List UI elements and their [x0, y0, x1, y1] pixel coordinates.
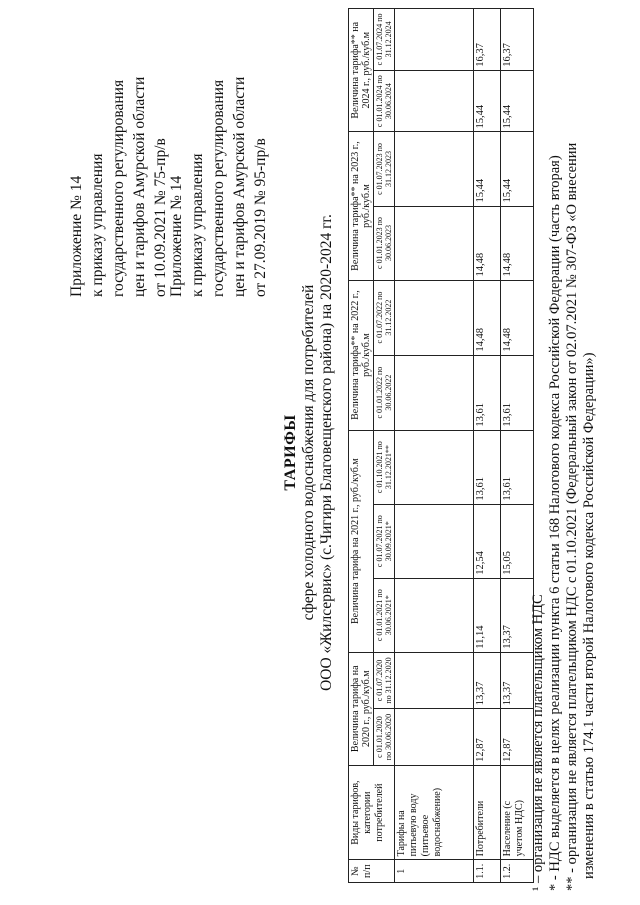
tariff-value [395, 504, 474, 578]
column-header-period: с 01.01.2023 по 30.06.2023 [374, 206, 395, 280]
column-header-year: Величина тарифа** на 2022 г., руб./куб.м [349, 280, 374, 430]
tariff-value: 13,61 [501, 430, 534, 504]
appendix-current-line: от 10.09.2021 № 75-пр/в [152, 138, 169, 297]
tariff-value [395, 70, 474, 132]
title-organization: ООО «Жилсервис» (с.Чигири Благовещенского района) на 2020-2024 гг. [318, 214, 335, 691]
tariff-value: 15,05 [501, 504, 534, 578]
footnote-vat-status: ¹ – организация не является плательщиком НДС [530, 594, 546, 891]
row-name: Потребители [474, 765, 501, 860]
column-header-period: с 01.07.2022 по 31.12.2022 [374, 280, 395, 355]
column-header-type: Виды тарифов, категории потребителей [349, 765, 395, 860]
column-header-period: с 01.01.2024 по 30.06.2024 [374, 70, 395, 132]
tariff-value: 12,54 [474, 504, 501, 578]
tariff-value: 13,37 [474, 652, 501, 709]
column-header-year: Величина тарифа на 2020 г., руб./куб.м [349, 652, 374, 765]
appendix-previous [166, 0, 271, 297]
tariff-value: 12,87 [474, 709, 501, 766]
tariff-value [395, 206, 474, 280]
tariff-value: 15,44 [474, 132, 501, 206]
tariff-value: 13,61 [474, 355, 501, 430]
tariff-value: 14,48 [501, 206, 534, 280]
column-header-year: Величина тарифа на 2021 г., руб./куб.м [349, 430, 374, 652]
appendix-previous-line: цен и тарифов Амурской области [231, 76, 248, 297]
column-header-period: с 01.10.2021 по 31.12.2021** [374, 430, 395, 504]
tariff-value: 13,37 [501, 578, 534, 652]
appendix-previous-line: Приложение № 14 [168, 175, 185, 297]
appendix-previous-line: от 27.09.2019 № 95-пр/в [252, 138, 269, 297]
table-period-row [374, 9, 395, 883]
row-name: Население (с учетом НДС) [501, 765, 534, 860]
table-row [395, 9, 474, 883]
table-row [474, 9, 501, 883]
appendix-previous-line: государственного регулирования [210, 79, 227, 297]
footnote-double-star-continued: изменения в статью 174.1 части второй Налогового кодекса Российской Федерации») [581, 352, 597, 879]
table-row [501, 9, 534, 883]
tariff-value: 13,61 [501, 355, 534, 430]
title-subtitle: сфере холодного водоснабжения для потребителей [300, 284, 317, 621]
column-header-num: № п/п [349, 860, 395, 883]
tariff-value: 14,48 [474, 206, 501, 280]
row-name: Тарифы на питьевую воду (питьевое водоснабжение) [395, 765, 474, 860]
row-number: 1 [395, 860, 474, 883]
appendix-current [66, 0, 171, 297]
tariff-value: 12,87 [501, 709, 534, 766]
tariff-value: 15,44 [474, 70, 501, 132]
footnotes [530, 6, 598, 891]
column-header-year: Величина тарифа** на 2023 г., руб./куб.м [349, 132, 374, 280]
tariff-value [395, 430, 474, 504]
tariff-value [395, 9, 474, 71]
tariff-value: 16,37 [501, 9, 534, 71]
appendix-current-line: к приказу управления [89, 153, 106, 297]
title-main: ТАРИФЫ [282, 414, 299, 491]
column-header-period: с 01.07.2024 по 31.12.2024 [374, 9, 395, 71]
column-header-period: с 01.01.2022 по 30.06.2022 [374, 355, 395, 430]
appendix-current-line: государственного регулирования [110, 79, 127, 297]
tariff-value: 14,48 [474, 280, 501, 355]
column-header-period: с 01.07.2023 по 31.12.2023 [374, 132, 395, 206]
footnote-single-star: * - НДС выделяется в целях реализации пункта 6 статьи 168 Налогового кодекса Российской Федерации (часть вторая) [547, 155, 563, 891]
document-title [282, 0, 336, 905]
tariff-value: 15,44 [501, 70, 534, 132]
row-number: 1.2. [501, 860, 534, 883]
tariff-value: 14,48 [501, 280, 534, 355]
tariff-value: 15,44 [501, 132, 534, 206]
tariff-value: 11,14 [474, 578, 501, 652]
tariff-value [395, 355, 474, 430]
tariff-value: 13,37 [501, 652, 534, 709]
row-number: 1.1. [474, 860, 501, 883]
tariff-table [348, 8, 534, 883]
column-header-period: с 01.01.2020 по 30.06.2020 [374, 709, 395, 766]
column-header-period: с 01.01.2021 по 30.06.2021* [374, 578, 395, 652]
tariff-value [395, 652, 474, 709]
column-header-period: с 01.07.2020 по 31.12.2020 [374, 652, 395, 709]
tariff-value: 16,37 [474, 9, 501, 71]
appendix-previous-line: к приказу управления [189, 153, 206, 297]
column-header-year: Величина тарифа** на 2024 г., руб./куб.м [349, 9, 374, 132]
tariff-value [395, 709, 474, 766]
table-header-row [349, 9, 374, 883]
footnote-double-star: ** - организация не является плательщиком НДС с 01.10.2021 (Федеральный закон от 02.07.2021 № 307-ФЗ «О внесении [564, 142, 580, 891]
column-header-period: с 01.07.2021 по 30.09.2021* [374, 504, 395, 578]
tariff-value [395, 578, 474, 652]
appendix-current-line: Приложение № 14 [68, 175, 85, 297]
appendix-current-line: цен и тарифов Амурской области [131, 76, 148, 297]
tariff-value [395, 132, 474, 206]
tariff-value: 13,61 [474, 430, 501, 504]
tariff-value [395, 280, 474, 355]
